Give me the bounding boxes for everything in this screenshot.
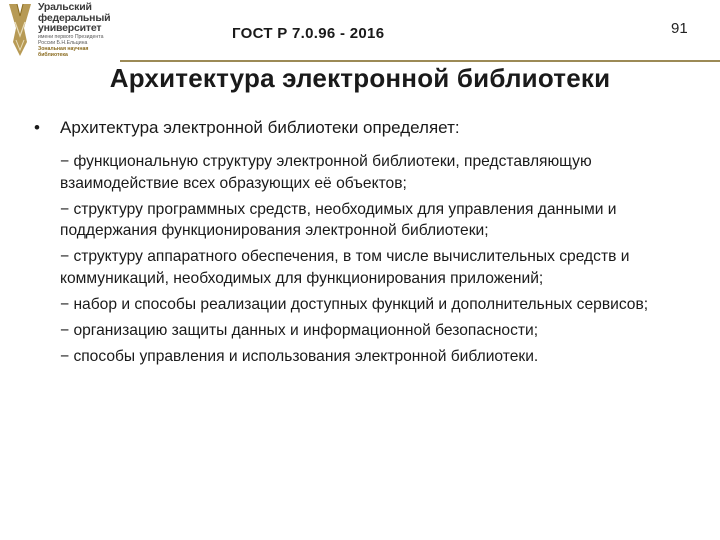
university-logo [6, 2, 116, 62]
page-number: 91 [671, 20, 688, 37]
intro-text: Архитектура электронной библиотеки определяет: [60, 118, 460, 137]
list-item: − структуру программных средств, необходимых для управления данными и поддержания функционирования электронной библиотеки; [60, 200, 617, 239]
bullet-icon: • [34, 118, 40, 137]
standard-title: ГОСТ Р 7.0.96 - 2016 [232, 25, 385, 42]
logo-library-line: библиотека [38, 52, 68, 59]
list-item: − организацию защиты данных и информационной безопасности; [60, 321, 539, 339]
logo-line: университет [38, 22, 102, 34]
architecture-list [60, 151, 700, 372]
logo-library-line: Зональная научная [38, 45, 89, 52]
list-item: − способы управления и использования электронной библиотеки. [60, 347, 539, 365]
logo-small-line: России Б.Н.Ельцина [38, 39, 88, 46]
logo-small-line: имени первого Президента [38, 33, 104, 40]
logo-text [38, 2, 110, 58]
logo-line: Уральский [38, 1, 92, 13]
intro-statement [34, 118, 460, 138]
slide-title: Архитектура электронной библиотеки [109, 63, 611, 93]
list-item: − набор и способы реализации доступных функций и дополнительных сервисов; [60, 295, 649, 313]
university-emblem-icon [6, 2, 34, 58]
list-item: − функциональную структуру электронной библиотеки, представляющую взаимодействие всех образующих её объектов; [60, 153, 592, 192]
header-divider [120, 60, 720, 62]
list-item: − структуру аппаратного обеспечения, в том числе вычислительных средств и коммуникаций, необходимых для функционирования приложений; [60, 248, 630, 287]
logo-line: федеральный [38, 11, 111, 24]
